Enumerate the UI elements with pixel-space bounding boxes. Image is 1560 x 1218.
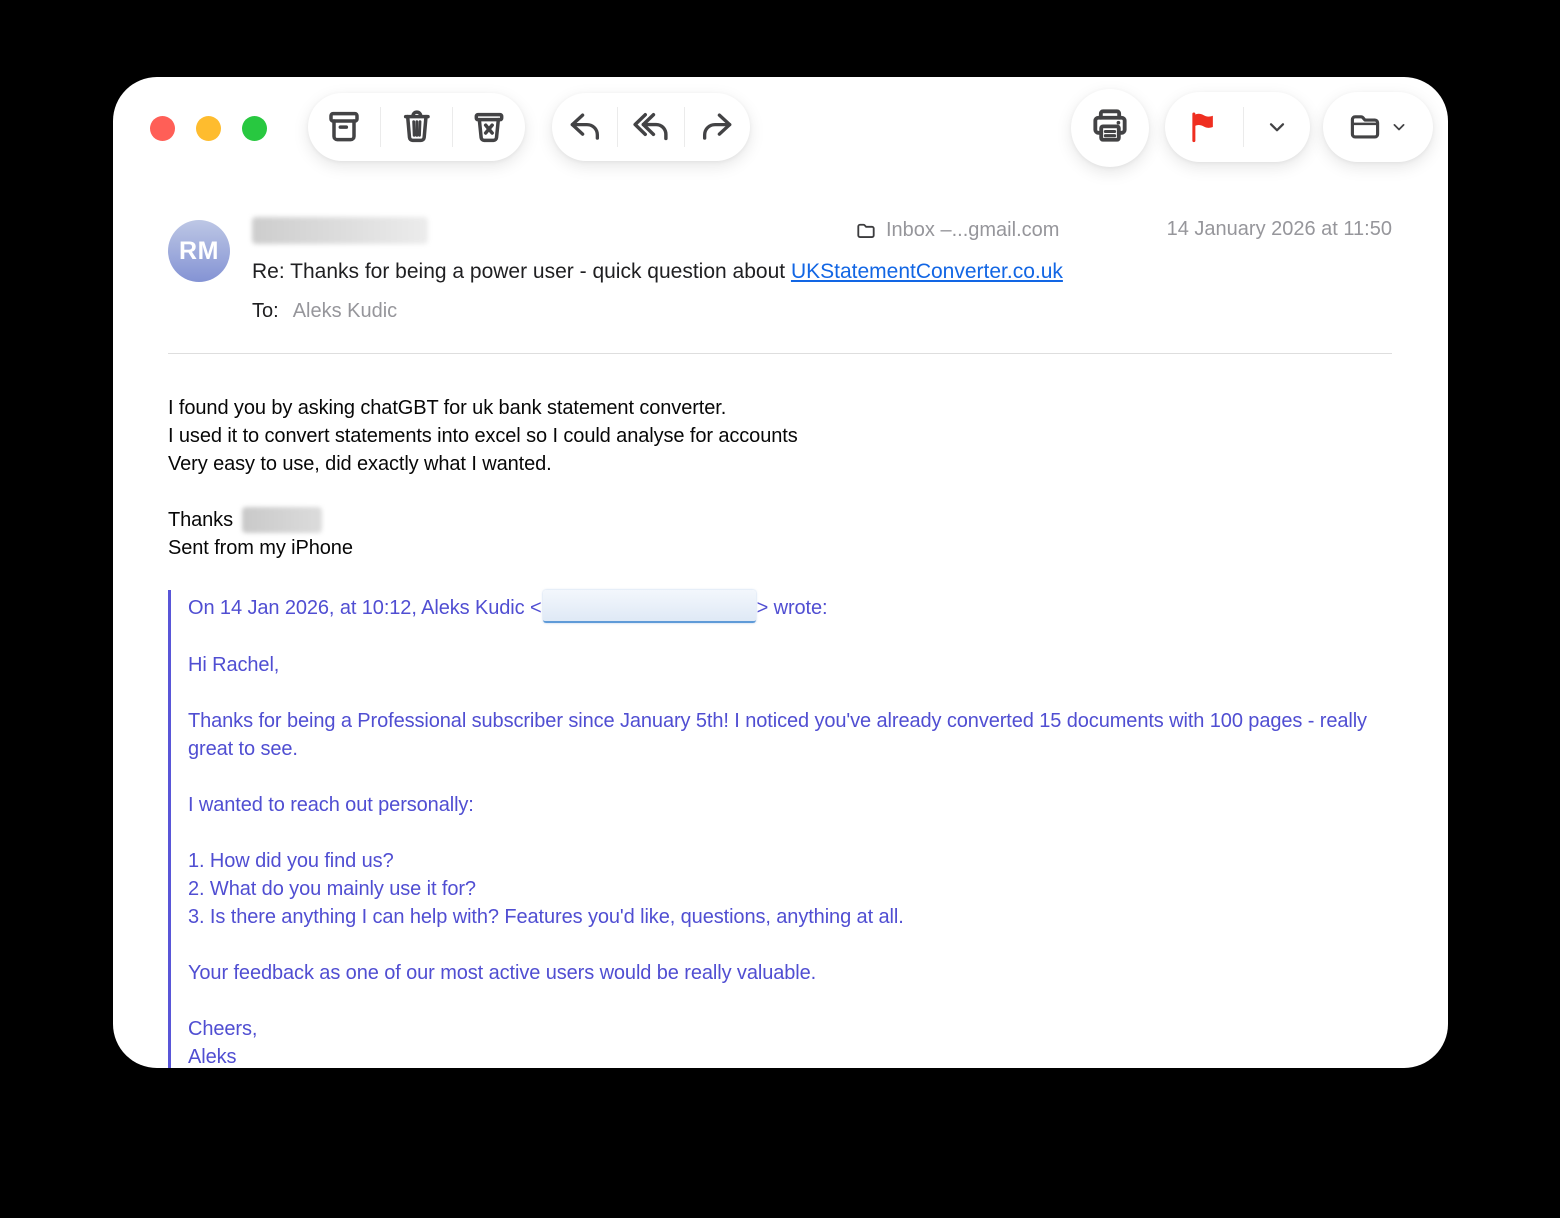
avatar: RM bbox=[168, 220, 230, 282]
quote-paragraph: I wanted to reach out personally: bbox=[188, 794, 474, 816]
forward-button[interactable] bbox=[685, 93, 750, 161]
sender-name-redacted bbox=[252, 217, 428, 244]
subject-line bbox=[252, 258, 1392, 286]
reply-all-button[interactable] bbox=[618, 93, 683, 161]
quote-question-list: 1. How did you find us? 2. What do you mainly use it for? 3. Is there anything I can help with? Features you'd like, questions, anything at all. bbox=[188, 850, 904, 928]
mailbox-actions-group bbox=[308, 93, 525, 161]
mailbox-indicator bbox=[855, 217, 1059, 244]
flag-options-button[interactable] bbox=[1244, 92, 1310, 162]
to-label: To: bbox=[252, 300, 279, 322]
flag-icon bbox=[1185, 108, 1223, 146]
mail-message-window bbox=[113, 77, 1448, 1068]
window-controls bbox=[150, 116, 267, 141]
quote-paragraph: Your feedback as one of our most active users would be really valuable. bbox=[188, 962, 817, 984]
chevron-down-icon bbox=[1264, 114, 1290, 140]
junk-icon bbox=[469, 107, 509, 147]
flag-actions-group bbox=[1165, 92, 1310, 162]
zoom-window-button[interactable] bbox=[242, 116, 267, 141]
archive-icon bbox=[324, 107, 364, 147]
header-divider bbox=[168, 353, 1392, 354]
recipient-row bbox=[252, 297, 1392, 325]
folder-icon bbox=[1347, 109, 1383, 145]
sender-first-name-redacted bbox=[242, 507, 322, 533]
trash-button[interactable] bbox=[381, 93, 453, 161]
archive-button[interactable] bbox=[308, 93, 380, 161]
quote-paragraph: Thanks for being a Professional subscriber since January 5th! I noticed you've already converted 15 documents with 100 pages - really great to see. bbox=[188, 710, 1367, 760]
flag-button[interactable] bbox=[1165, 92, 1243, 162]
print-button[interactable] bbox=[1071, 89, 1149, 167]
recipient-name[interactable]: Aleks Kudic bbox=[292, 300, 398, 322]
reply-all-icon bbox=[632, 109, 670, 145]
trash-icon bbox=[397, 107, 437, 147]
message-header bbox=[168, 217, 1392, 325]
quote-greeting: Hi Rachel, bbox=[188, 654, 280, 676]
quote-attribution: On 14 Jan 2026, at 10:12, Aleks Kudic < > wrote: bbox=[188, 590, 1392, 623]
subject-link[interactable]: UKStatementConverter.co.uk bbox=[790, 260, 1063, 283]
reply-icon bbox=[566, 109, 604, 145]
reply-actions-group bbox=[552, 93, 750, 161]
body-paragraph: I found you by asking chatGBT for uk bank statement converter. I used it to convert statements into excel so I could analyse for accounts Very easy to use, did exactly what I wanted. bbox=[168, 397, 798, 475]
move-to-folder-button[interactable] bbox=[1323, 92, 1433, 162]
mobile-signature: Sent from my iPhone bbox=[168, 537, 353, 559]
minimize-window-button[interactable] bbox=[196, 116, 221, 141]
message-date: 14 January 2026 at 11:50 bbox=[1166, 218, 1392, 240]
close-window-button[interactable] bbox=[150, 116, 175, 141]
junk-button[interactable] bbox=[453, 93, 525, 161]
chevron-down-icon bbox=[1389, 117, 1409, 137]
forward-icon bbox=[698, 109, 736, 145]
mailbox-label: Inbox –...gmail.com bbox=[886, 219, 1060, 241]
print-icon bbox=[1088, 104, 1132, 153]
reply-button[interactable] bbox=[552, 93, 617, 161]
email-address-redacted bbox=[543, 590, 756, 623]
message-body bbox=[168, 394, 1392, 1068]
quoted-message bbox=[168, 590, 1392, 1068]
quote-signoff: Cheers, Aleks bbox=[188, 1018, 258, 1068]
subject-text: Re: Thanks for being a power user - quick question about bbox=[252, 260, 791, 283]
body-signoff: Thanks Sent from my iPhone bbox=[168, 509, 353, 559]
mailbox-folder-icon bbox=[855, 220, 877, 242]
move-to-folder-group bbox=[1323, 92, 1433, 162]
